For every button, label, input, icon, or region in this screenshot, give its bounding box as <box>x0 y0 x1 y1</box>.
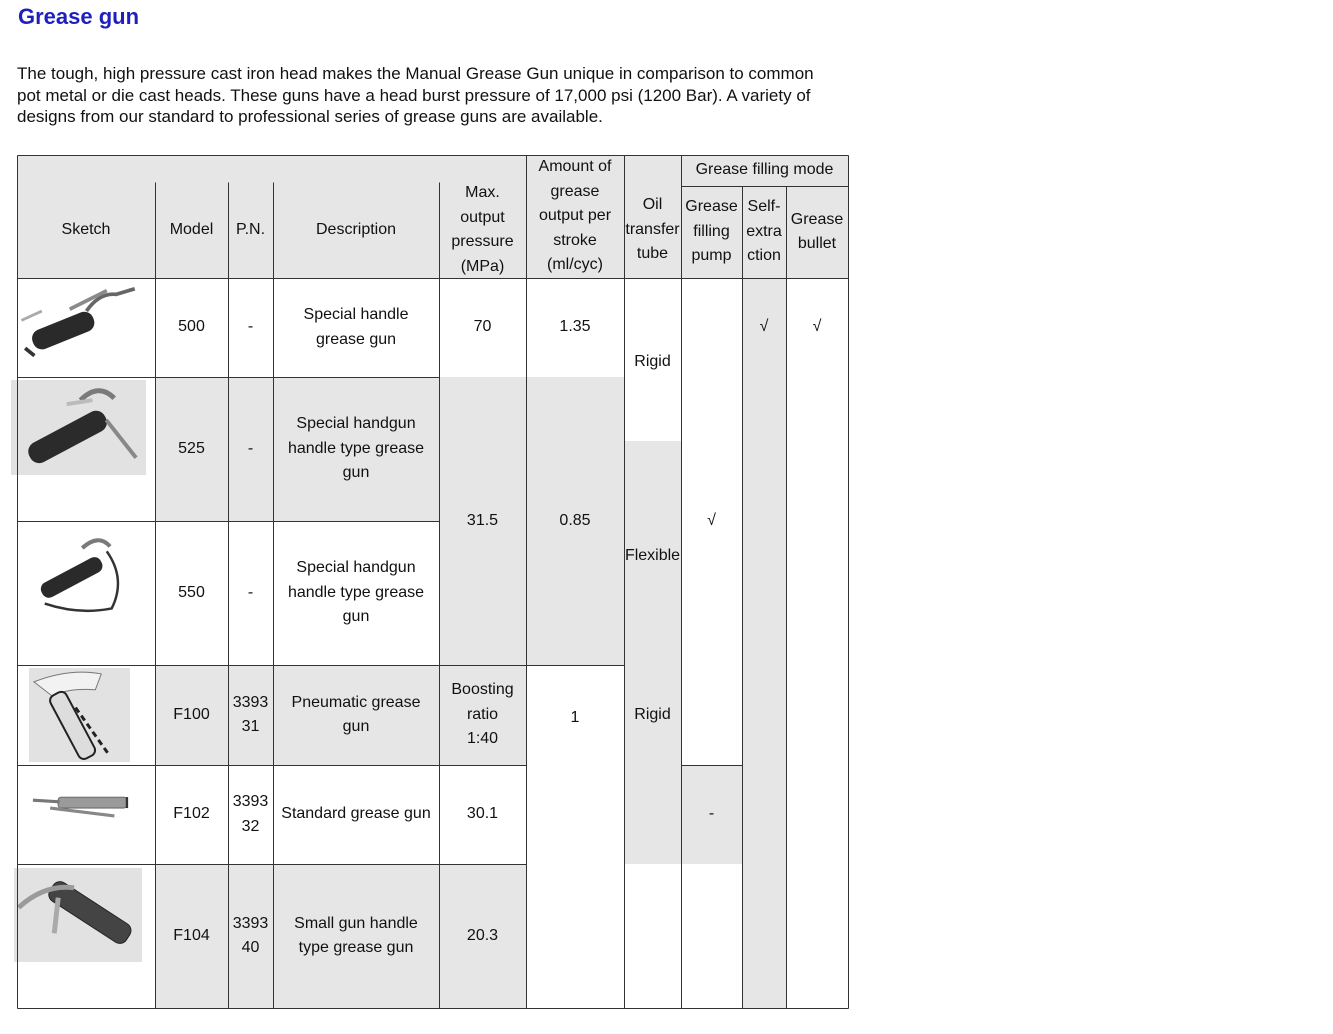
pressure-f102: 30.1 <box>466 805 499 823</box>
description-F102: Standard grease gun <box>281 805 431 823</box>
description-F100: Pneumatic grease gun <box>291 693 421 735</box>
amount-f100-f104: 1 <box>570 709 580 727</box>
description-F104: Small gun handle type grease gun <box>294 914 418 956</box>
pump-check: √ <box>707 512 716 530</box>
description-525: Special handgun handle type grease gun <box>287 415 425 482</box>
header-model: Model <box>155 182 228 278</box>
model-550: 550 <box>178 583 205 601</box>
header-tube: Oil transfer tube <box>624 182 681 278</box>
pn-F102: 339332 <box>232 793 269 835</box>
grease-gun-with-hose-icon <box>30 525 128 625</box>
description-550: Special handgun handle type grease gun <box>287 559 425 626</box>
tube-rigid-500-525: Rigid <box>634 352 671 370</box>
pn-550: - <box>247 583 254 601</box>
pneumatic-grease-gun-icon <box>29 668 130 762</box>
self-extraction-band <box>742 278 786 1008</box>
page-title: Grease gun <box>18 4 140 29</box>
grease-bullet-check: √ <box>812 318 822 336</box>
amount-500: 1.35 <box>559 318 591 336</box>
header-grease-filling-pump: Grease filling pump <box>681 186 742 278</box>
header-grease-filling-mode: Grease filling mode <box>681 155 848 186</box>
pressure-f104: 20.3 <box>466 926 499 944</box>
pn-F100: 339331 <box>232 693 269 735</box>
tube-flexible: Flexible <box>624 546 681 564</box>
header-pn: P.N. <box>228 182 273 278</box>
pn-500: - <box>247 318 254 336</box>
header-self-extraction: Self-extraction <box>742 186 786 278</box>
pump-none: - <box>708 805 715 823</box>
standard-grease-gun-icon <box>18 783 145 830</box>
tube-rigid-f100: Rigid <box>634 705 671 723</box>
header-amount: Amount of grease output per stroke (ml/cyc) <box>526 155 624 278</box>
pressure-f100: Boosting ratio 1:40 <box>451 681 514 748</box>
grease-gun-pistol-grip-icon <box>11 380 146 475</box>
description-500: Special handle grease gun <box>303 306 409 348</box>
model-F104: F104 <box>173 926 210 944</box>
model-F100: F100 <box>173 705 210 723</box>
header-grease-bullet: Grease bullet <box>786 186 848 278</box>
model-500: 500 <box>178 318 205 336</box>
small-grease-gun-icon <box>14 868 142 962</box>
pressure-525-550: 31.5 <box>466 511 499 529</box>
header-description: Description <box>273 182 439 278</box>
model-525: 525 <box>178 439 205 457</box>
self-extraction-check: √ <box>759 318 769 336</box>
header-sketch: Sketch <box>17 182 155 278</box>
amount-525-550: 0.85 <box>559 511 591 529</box>
model-F102: F102 <box>173 805 210 823</box>
pressure-500: 70 <box>473 318 492 336</box>
intro-paragraph: The tough, high pressure cast iron head makes the Manual Grease Gun unique in comparison to common pot metal or die cast heads. These guns have a head burst pressure of 17,000 psi (1200 Bar). A variety of designs from our standard to professional series of grease guns are available. <box>17 64 814 126</box>
pn-525: - <box>247 439 254 457</box>
grease-gun-flexible-nozzle-icon <box>14 282 144 368</box>
pn-F104: 339340 <box>232 914 269 956</box>
header-pressure: Max. output pressure (MPa) <box>439 182 526 278</box>
